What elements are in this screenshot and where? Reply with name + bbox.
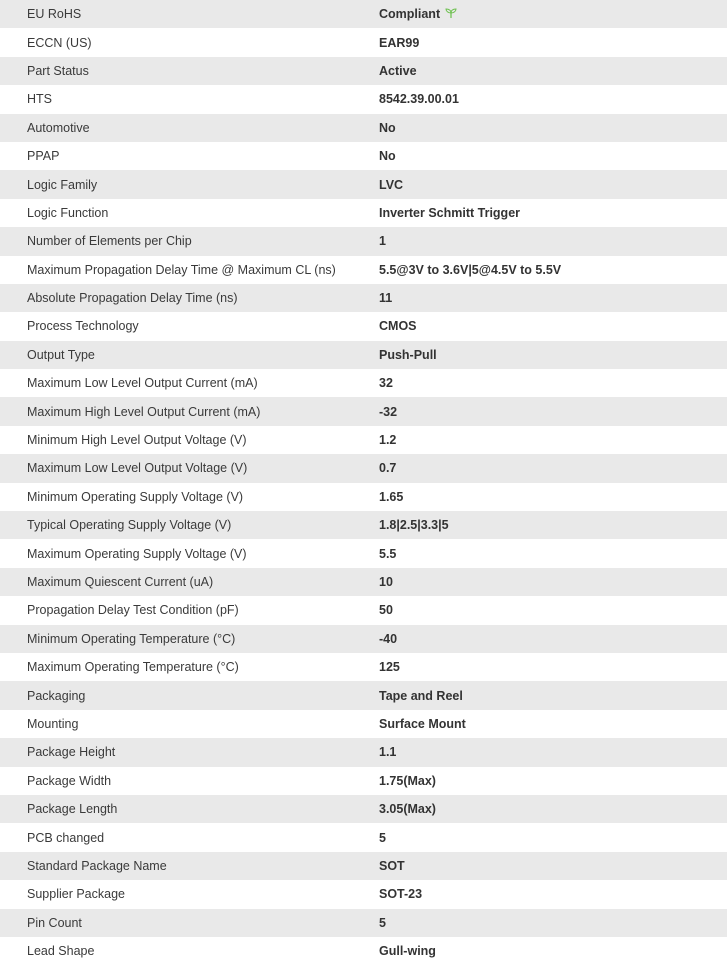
spec-value bbox=[379, 397, 727, 425]
spec-value bbox=[379, 256, 727, 284]
spec-value bbox=[379, 625, 727, 653]
spec-value-text: EAR99 bbox=[379, 35, 420, 50]
spec-row bbox=[0, 227, 727, 255]
spec-value bbox=[379, 710, 727, 738]
spec-value bbox=[379, 170, 727, 198]
spec-row bbox=[0, 596, 727, 624]
spec-label: HTS bbox=[27, 92, 52, 107]
spec-value bbox=[379, 57, 727, 85]
spec-value-text: -40 bbox=[379, 631, 398, 646]
spec-value bbox=[379, 142, 727, 170]
spec-value-text: -32 bbox=[379, 404, 398, 419]
spec-label: Mounting bbox=[27, 716, 79, 731]
spec-value bbox=[379, 284, 727, 312]
spec-label: Propagation Delay Test Condition (pF) bbox=[27, 603, 239, 618]
spec-value bbox=[379, 511, 727, 539]
spec-value-text: 125 bbox=[379, 660, 400, 675]
spec-value bbox=[379, 681, 727, 709]
spec-label: Maximum High Level Output Current (mA) bbox=[27, 404, 261, 419]
spec-label: Package Width bbox=[27, 773, 112, 788]
spec-label: Minimum Operating Supply Voltage (V) bbox=[27, 489, 244, 504]
spec-row bbox=[0, 0, 727, 28]
spec-value bbox=[379, 454, 727, 482]
spec-value-text: 11 bbox=[379, 291, 393, 306]
spec-value bbox=[379, 795, 727, 823]
spec-value bbox=[379, 568, 727, 596]
spec-value-text: No bbox=[379, 149, 396, 164]
spec-value bbox=[379, 312, 727, 340]
spec-value-text: 32 bbox=[379, 376, 393, 391]
spec-row bbox=[0, 426, 727, 454]
spec-label: Absolute Propagation Delay Time (ns) bbox=[27, 291, 238, 306]
spec-row bbox=[0, 795, 727, 823]
spec-row bbox=[0, 852, 727, 880]
spec-label: Package Height bbox=[27, 745, 116, 760]
spec-label: Maximum Propagation Delay Time @ Maximum CL (ns) bbox=[27, 262, 336, 277]
spec-value-text: Compliant bbox=[379, 7, 441, 22]
spec-value-text: Gull-wing bbox=[379, 944, 436, 959]
spec-label: Number of Elements per Chip bbox=[27, 234, 192, 249]
spec-value bbox=[379, 426, 727, 454]
spec-value bbox=[379, 114, 727, 142]
spec-row bbox=[0, 909, 727, 937]
spec-label: Output Type bbox=[27, 347, 95, 362]
spec-value-text: 1.1 bbox=[379, 745, 397, 760]
spec-value bbox=[379, 880, 727, 908]
spec-value-text: 8542.39.00.01 bbox=[379, 92, 459, 107]
spec-label: PPAP bbox=[27, 149, 60, 164]
spec-row bbox=[0, 256, 727, 284]
spec-row bbox=[0, 114, 727, 142]
spec-label: Logic Function bbox=[27, 205, 109, 220]
spec-label: Packaging bbox=[27, 688, 86, 703]
spec-label: Pin Count bbox=[27, 915, 82, 930]
spec-label: Supplier Package bbox=[27, 887, 125, 902]
spec-value-text: 1.8|2.5|3.3|5 bbox=[379, 518, 449, 533]
spec-value bbox=[379, 937, 727, 965]
spec-value bbox=[379, 823, 727, 851]
spec-value-text: 3.05(Max) bbox=[379, 802, 436, 817]
spec-row bbox=[0, 170, 727, 198]
spec-row bbox=[0, 85, 727, 113]
spec-value-text: LVC bbox=[379, 177, 404, 192]
leaf-icon bbox=[445, 7, 457, 19]
spec-value-text: 1.2 bbox=[379, 433, 397, 448]
spec-row bbox=[0, 28, 727, 56]
spec-value bbox=[379, 369, 727, 397]
spec-label: Maximum Low Level Output Voltage (V) bbox=[27, 461, 248, 476]
spec-row bbox=[0, 568, 727, 596]
spec-label: PCB changed bbox=[27, 830, 105, 845]
spec-value-text: 5 bbox=[379, 915, 386, 930]
spec-row bbox=[0, 625, 727, 653]
spec-label: Typical Operating Supply Voltage (V) bbox=[27, 518, 232, 533]
spec-value-text: Inverter Schmitt Trigger bbox=[379, 205, 521, 220]
spec-row bbox=[0, 738, 727, 766]
spec-row bbox=[0, 142, 727, 170]
spec-value-text: 1.75(Max) bbox=[379, 773, 436, 788]
spec-row bbox=[0, 710, 727, 738]
spec-row bbox=[0, 397, 727, 425]
spec-row bbox=[0, 57, 727, 85]
spec-value bbox=[379, 199, 727, 227]
spec-value-text: 5.5 bbox=[379, 546, 397, 561]
spec-label: Maximum Operating Supply Voltage (V) bbox=[27, 546, 247, 561]
spec-value bbox=[379, 852, 727, 880]
spec-value-text: No bbox=[379, 120, 396, 135]
spec-row bbox=[0, 199, 727, 227]
spec-row bbox=[0, 681, 727, 709]
spec-label: EU RoHS bbox=[27, 7, 82, 22]
spec-value bbox=[379, 0, 727, 28]
spec-value-text: 1 bbox=[379, 234, 386, 249]
spec-value bbox=[379, 653, 727, 681]
spec-row bbox=[0, 454, 727, 482]
spec-value bbox=[379, 767, 727, 795]
spec-label: ECCN (US) bbox=[27, 35, 92, 50]
spec-value-text: 0.7 bbox=[379, 461, 397, 476]
spec-row bbox=[0, 511, 727, 539]
spec-value bbox=[379, 341, 727, 369]
spec-label: Package Length bbox=[27, 802, 118, 817]
spec-row bbox=[0, 312, 727, 340]
spec-value-text: 1.65 bbox=[379, 489, 404, 504]
spec-row bbox=[0, 539, 727, 567]
spec-value bbox=[379, 539, 727, 567]
spec-value-text: SOT-23 bbox=[379, 887, 423, 902]
spec-value-text: 5 bbox=[379, 830, 386, 845]
spec-label: Process Technology bbox=[27, 319, 139, 334]
spec-label: Maximum Quiescent Current (uA) bbox=[27, 575, 214, 589]
spec-label: Maximum Low Level Output Current (mA) bbox=[27, 376, 258, 391]
spec-row bbox=[0, 880, 727, 908]
spec-label: Part Status bbox=[27, 63, 89, 78]
spec-row bbox=[0, 284, 727, 312]
spec-value bbox=[379, 909, 727, 937]
spec-value bbox=[379, 85, 727, 113]
spec-value-text: Active bbox=[379, 63, 417, 78]
spec-label: Maximum Operating Temperature (°C) bbox=[27, 660, 239, 675]
spec-row bbox=[0, 653, 727, 681]
spec-label: Lead Shape bbox=[27, 944, 95, 959]
spec-label: Logic Family bbox=[27, 177, 98, 192]
spec-value-text: SOT bbox=[379, 858, 405, 873]
spec-value-text: CMOS bbox=[379, 319, 417, 334]
spec-value-text: Surface Mount bbox=[379, 716, 466, 731]
spec-value-text: Push-Pull bbox=[379, 347, 437, 362]
spec-label: Automotive bbox=[27, 120, 90, 135]
spec-value-text: 10 bbox=[379, 575, 393, 589]
spec-row bbox=[0, 483, 727, 511]
spec-row bbox=[0, 767, 727, 795]
spec-row bbox=[0, 341, 727, 369]
spec-row bbox=[0, 937, 727, 965]
spec-label: Minimum High Level Output Voltage (V) bbox=[27, 433, 247, 448]
spec-row bbox=[0, 369, 727, 397]
spec-value bbox=[379, 227, 727, 255]
spec-value bbox=[379, 483, 727, 511]
spec-value bbox=[379, 28, 727, 56]
spec-label: Standard Package Name bbox=[27, 858, 167, 873]
spec-value-text: 5.5@3V to 3.6V|5@4.5V to 5.5V bbox=[379, 262, 562, 277]
spec-label: Minimum Operating Temperature (°C) bbox=[27, 631, 236, 646]
spec-value bbox=[379, 596, 727, 624]
spec-value-text: 50 bbox=[379, 603, 393, 618]
spec-value-text: Tape and Reel bbox=[379, 688, 463, 703]
spec-row bbox=[0, 823, 727, 851]
spec-value bbox=[379, 738, 727, 766]
